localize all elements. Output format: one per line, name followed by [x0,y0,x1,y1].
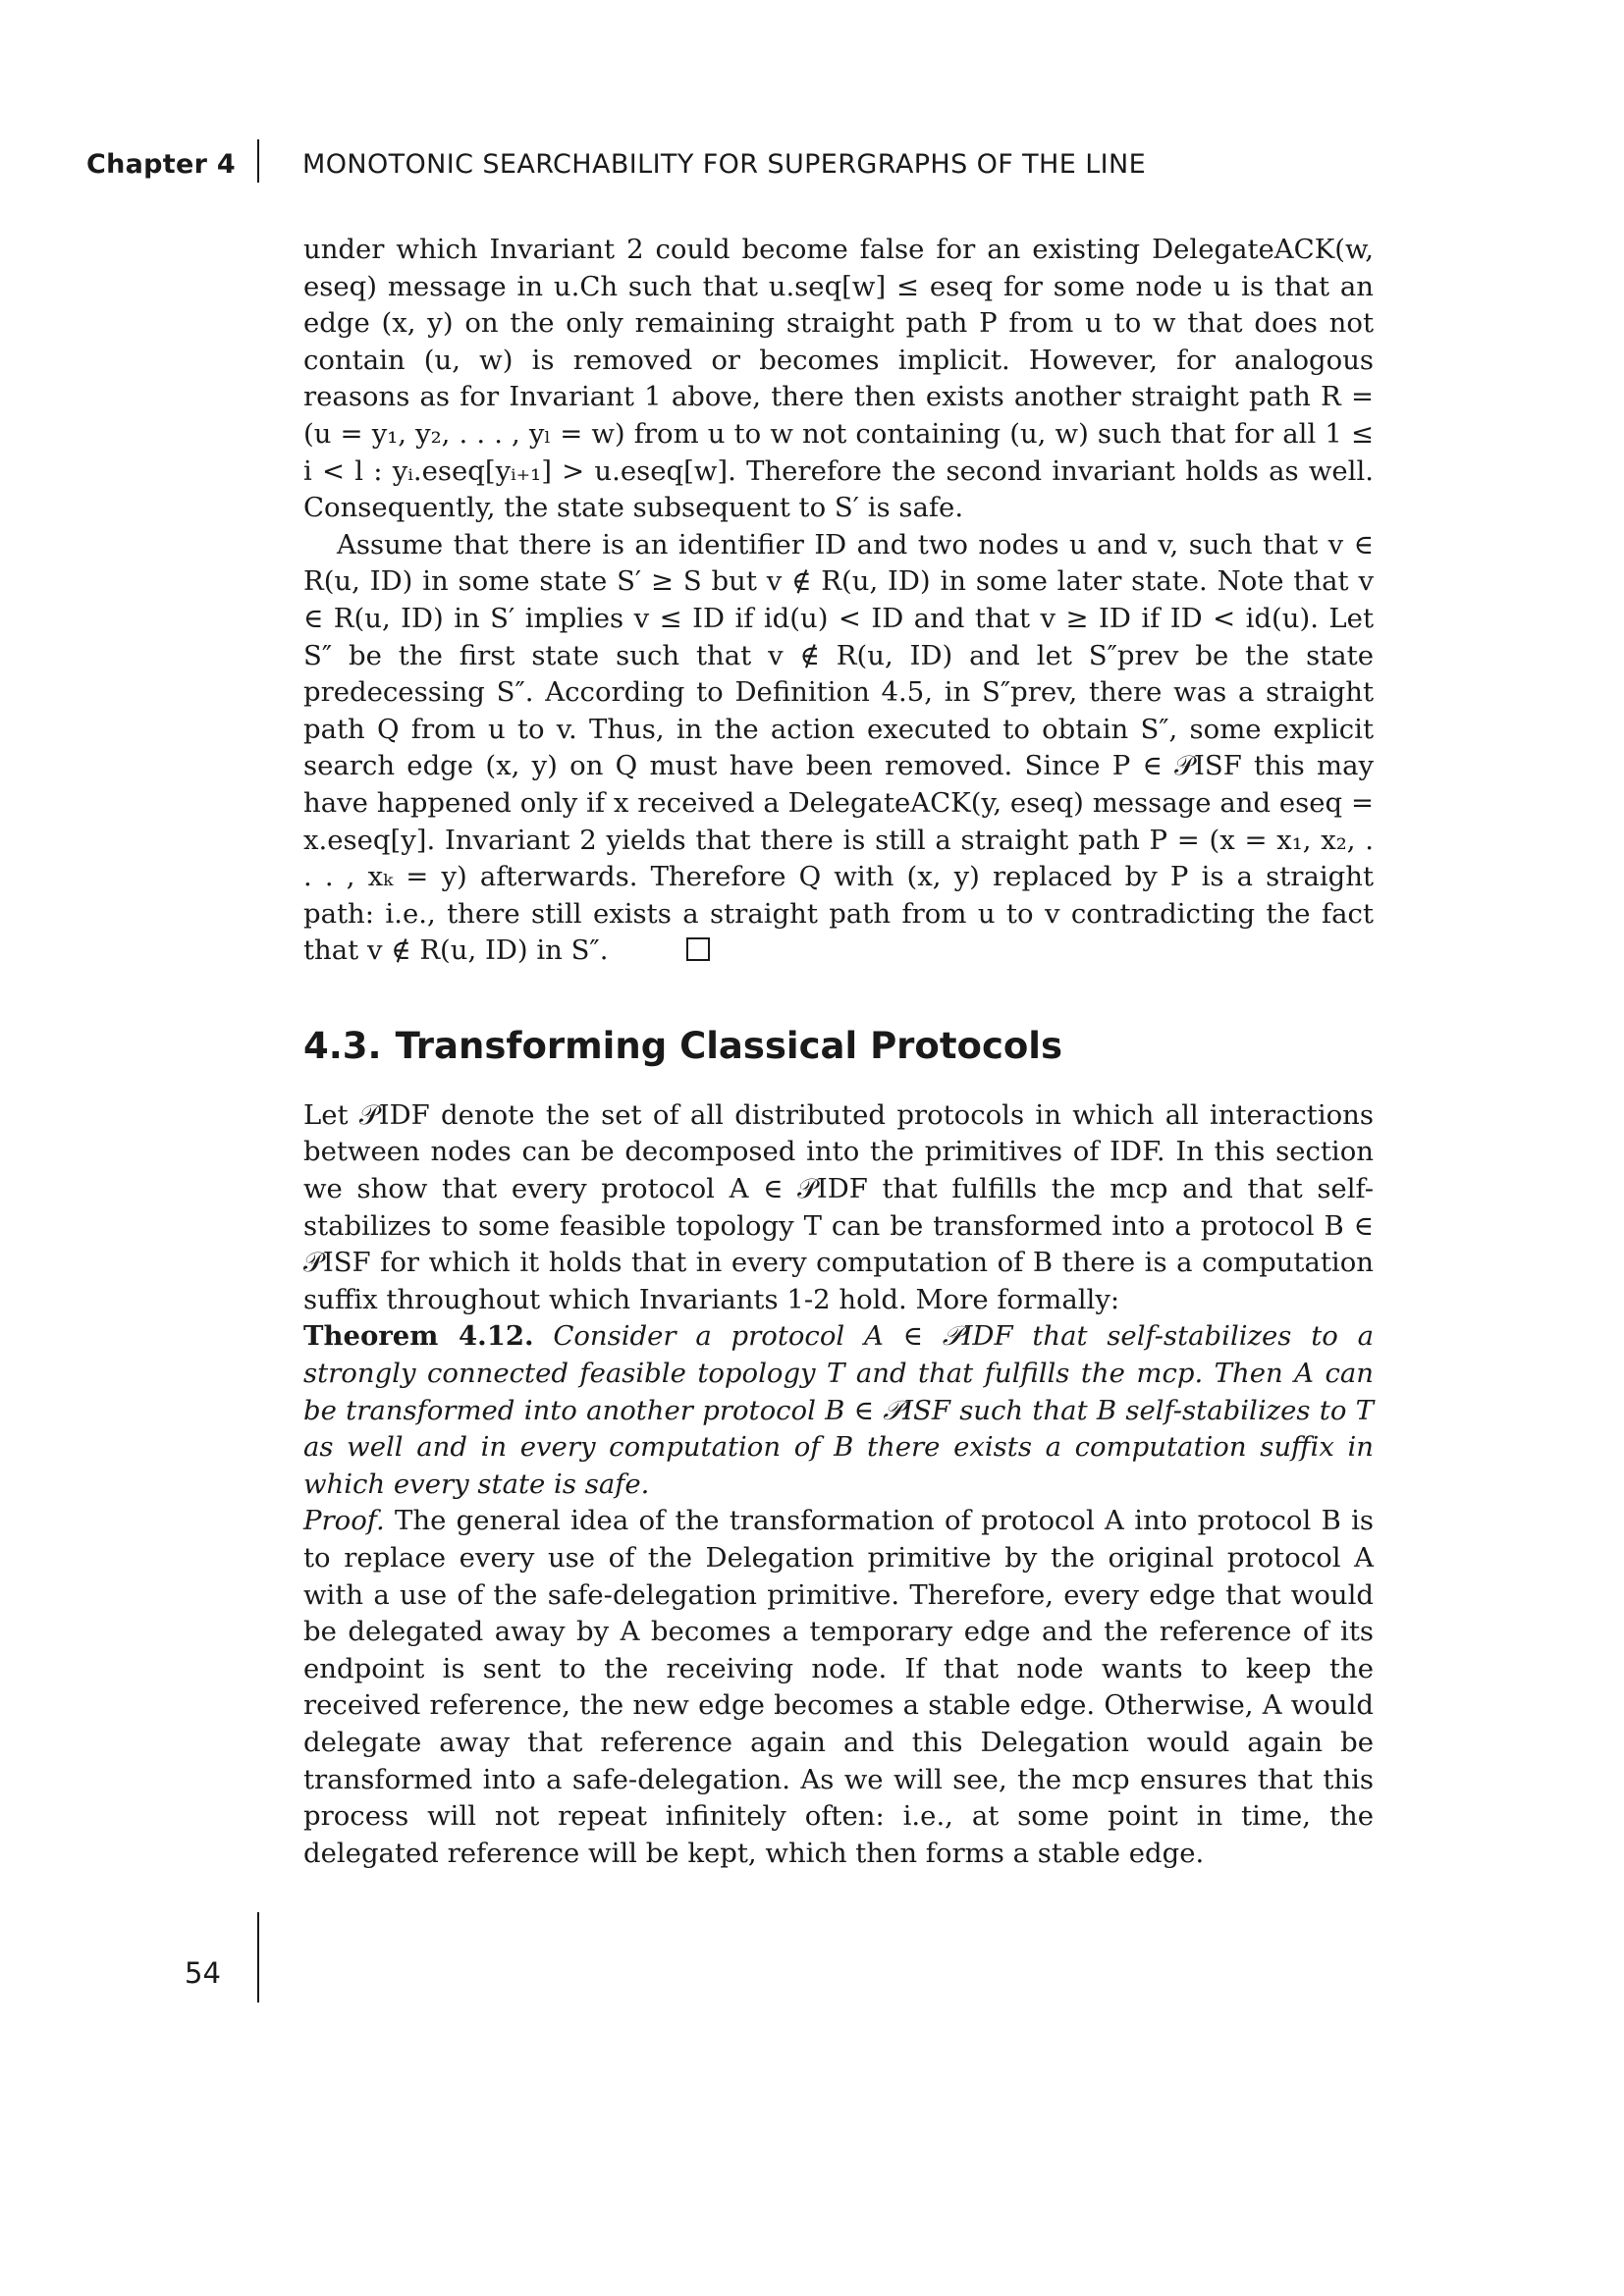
proof-label: Proof. [303,1505,385,1537]
text-line: if x received a DelegateACK(y, eseq) message and eseq = x.eseq[y]. Invariant 2 [303,786,1374,856]
text-line: removed or becomes implicit. However, for analogous reasons as for Invariant 1 [303,344,1375,413]
text-line: to S′ is safe. [798,492,964,524]
text-line: from u to v. Thus, in the action executed to obtain S″, some explicit search edge [303,713,1374,782]
proof-block [303,1503,1374,1872]
text-line: and this Delegation would again be transformed into a safe-delegation. As we will [303,1726,1374,1795]
qed-symbol [686,937,710,961]
text-line: Consider a protocol A ∈ 𝒫IDF that self-stabilizes to a strongly [303,1320,1374,1390]
paragraph-protocols [303,1097,1374,1319]
text-line: away by A becomes a temporary edge and the reference of its endpoint is sent to [303,1616,1374,1684]
paragraph-invariant-2 [303,232,1374,527]
text-line: Therefore Q with (x, y) replaced by P is a straight path: i.e., there still exists a [303,861,1374,930]
text-line: yields that there is still a straight path P = (x = x₁, x₂, . . . , xₖ = y) afterwards. [303,824,1374,893]
text-line: it holds that in every computation of B there is a computation suffix throughout [303,1247,1374,1315]
theorem-label: Theorem 4.12. [303,1320,534,1353]
text-line: point in time, the delegated reference will be kept, which then forms a stable edge. [303,1800,1374,1869]
section-title: Transforming Classical Protocols [395,1024,1063,1067]
running-header [0,145,1624,185]
text-line: R(u, ID) in some state S′ ≥ S but v ∉ R(u, ID) in some later state. Note that [303,565,1349,598]
text-line: safe. [584,1468,650,1500]
text-line: the receiving node. If that node wants to keep the received reference, the new edge [303,1652,1374,1722]
text-line: (x, y) on Q must have been removed. Since P ∈ 𝒫ISF this may have happened only [303,750,1375,819]
text-line: The general idea of the transformation of protocol A into protocol B is to [303,1505,1374,1574]
text-line: message in u.Ch such that u.seq[w] ≤ eseq for some node u is that an edge (x, y) [303,270,1374,340]
text-line: of the safe-delegation primitive. Therefore, every edge that would be delegated [303,1578,1374,1648]
text-line: Therefore the second invariant holds as well. Consequently, the state subsequent [303,454,1375,524]
text-line: Let 𝒫IDF denote the set of all distributed protocols in which all interactions [303,1098,1374,1131]
text-line: Let S″ be the first state such that v ∉ R(u, ID) and let S″prev be the state [303,602,1374,671]
text-line: becomes a stable edge. Otherwise, A would delegate away that reference again [303,1689,1375,1758]
text-line: straight path from u to v contradicting the fact that v ∉ R(u, ID) in S″. [303,897,1374,967]
page-body [303,232,1374,1872]
header-divider [257,139,259,183]
text-line: v ∈ R(u, ID) in S′ implies v ≤ ID if id(u) < ID and that v ≥ ID if ID < id(u). [303,565,1375,634]
text-line: show that every protocol A ∈ 𝒫IDF that fulfills the mcp and that self-stabilizes to [303,1173,1374,1242]
text-line: above, there then exists another straight path R = (u = y₁, y₂, . . . , yₗ = w) from u [303,381,1374,450]
paragraph-reachability [303,527,1374,970]
section-heading [303,1025,1374,1068]
text-line: on the only remaining straight path P from u to w that does not contain (u, w) is [303,307,1375,376]
text-line: to w not containing (u, w) such that for all 1 ≤ i < l : yᵢ.eseq[yᵢ₊₁] > u.eseq[w]. [303,417,1374,487]
footer-divider [257,1912,259,2002]
text-line: under which Invariant 2 could become false for an existing DelegateACK(w, eseq) [303,234,1374,302]
text-line: Assume that there is an identifier ID and two nodes u and v, such that v ∈ [337,528,1374,561]
text-line: every computation of B there exists a computation suffix in which every state is [303,1431,1374,1500]
text-line: replace every use of the Delegation primitive by the original protocol A with a use [303,1542,1375,1611]
text-line: into another protocol B ∈ 𝒫ISF such that B self-stabilizes to T as well and in [303,1394,1374,1464]
section-number: 4.3. [303,1024,382,1067]
chapter-label: Chapter 4 [86,149,237,180]
text-line: see, the mcp ensures that this process will not repeat infinitely often: i.e., at some [303,1763,1375,1833]
text-line: predecessing S″. According to Definition 4.5, in S″prev, there was a straight path Q [303,676,1374,745]
page-number: 54 [185,1956,221,1990]
text-line: between nodes can be decomposed into the primitives of IDF. In this section we [303,1136,1374,1205]
chapter-title: MONOTONIC SEARCHABILITY FOR SUPERGRAPHS OF THE LINE [302,149,1147,180]
text-line: some feasible topology T can be transformed into a protocol B ∈ 𝒫ISF for which [303,1209,1374,1279]
text-line: connected feasible topology T and that fulfills the mcp. Then A can be transformed [303,1358,1374,1426]
text-line: which Invariants 1-2 hold. More formally: [548,1283,1120,1315]
theorem-4-12 [303,1318,1374,1503]
